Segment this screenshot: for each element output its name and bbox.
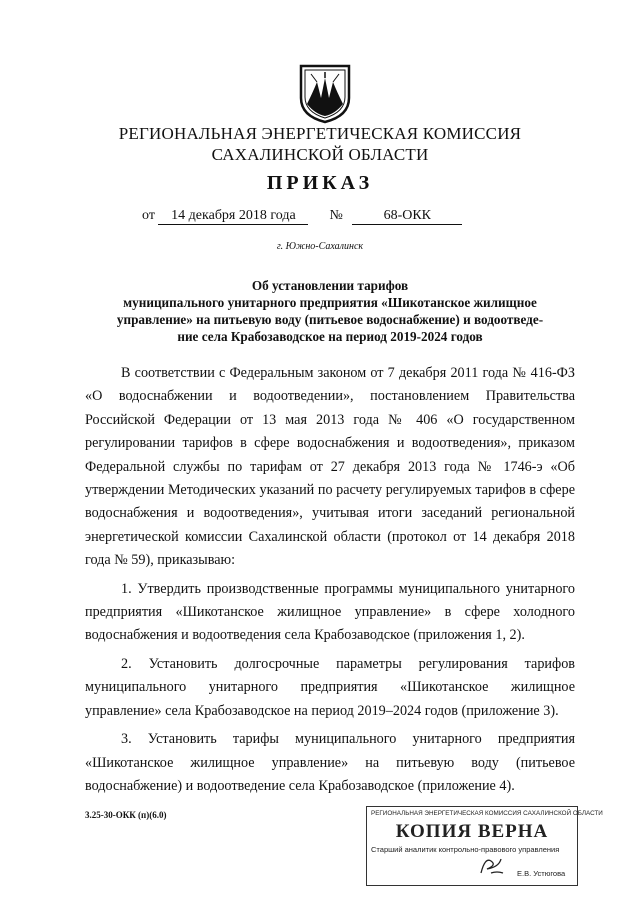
order-body	[85, 362, 575, 798]
order-subject	[85, 277, 575, 345]
stamp-name: Е.В. Устюгова	[517, 869, 566, 878]
organization-name: РЕГИОНАЛЬНАЯ ЭНЕРГЕТИЧЕСКАЯ КОМИССИЯ	[118, 124, 522, 143]
date-number-line	[142, 208, 462, 225]
subject-line: муниципального унитарного предприятия «Шикотанское жилищное	[123, 295, 537, 310]
signature-icon	[477, 853, 507, 877]
preamble-paragraph: В соответствии с Федеральным законом от 7 декабря 2011 года № 416-ФЗ «О водоснабжении и водоотведении», постановлением Правительства Российской Федерации от 13 мая 2013 года № 406 «О государственном регулировании тарифов в сфере водоснабжения и водоотведения», приказом Федеральной службы по тарифам от 27 декабря 2013 года № 1746-э «Об утверждении Методических указаний по расчету регулируемых тарифов в сфере водоснабжения и водоотведения», учитывая итоги заседаний региональной энергетической комиссии Сахалинской области (протокол от 14 декабря 2018 года № 59), приказываю:	[85, 365, 575, 569]
certified-copy-stamp	[366, 806, 603, 886]
subject-line: управление» на питьевую воду (питьевое водоснабжение) и водоотведе-	[116, 312, 544, 327]
subject-line: ние села Крабозаводское на период 2019-2024 годов	[177, 329, 483, 344]
subject-line: Об установлении тарифов	[251, 278, 409, 293]
order-date: 14 декабря 2018 года	[158, 208, 308, 225]
document-code: 3.25-30-ОКК (п)(6.0)	[85, 810, 167, 820]
date-prefix: от	[142, 208, 155, 223]
city-line: г. Южно-Сахалинск	[276, 241, 364, 252]
number-prefix: №	[329, 208, 343, 223]
stamp-position: Старший аналитик контрольно-правового управления	[371, 845, 560, 854]
organization-region: САХАЛИНСКОЙ ОБЛАСТИ	[211, 145, 429, 164]
stamp-organization: РЕГИОНАЛЬНАЯ ЭНЕРГЕТИЧЕСКАЯ КОМИССИЯ САХАЛИНСКОЙ ОБЛАСТИ	[371, 810, 603, 817]
item-2-paragraph: 2. Установить долгосрочные параметры регулирования тарифов муниципального унитарного предприятия «Шикотанское жилищное управление» села Крабозаводское на период 2019–2024 годов (приложение 3).	[85, 655, 575, 719]
document-title: ПРИКАЗ	[266, 172, 374, 194]
stamp-title: КОПИЯ ВЕРНА	[395, 821, 549, 842]
item-1-paragraph: 1. Утвердить производственные программы муниципального унитарного предприятия «Шикотанское жилищное управление» в сфере холодного водоснабжения и водоотведения села Крабозаводское (приложения 1, 2).	[85, 580, 575, 644]
item-3-paragraph: 3. Установить тарифы муниципального унитарного предприятия «Шикотанское жилищное управление» на питьевую воду (питьевое водоснабжение) и водоотведение села Крабозаводское (приложение 4).	[85, 731, 575, 794]
order-number: 68-ОКК	[352, 208, 462, 225]
sakhalin-coat-of-arms-icon	[299, 64, 351, 124]
